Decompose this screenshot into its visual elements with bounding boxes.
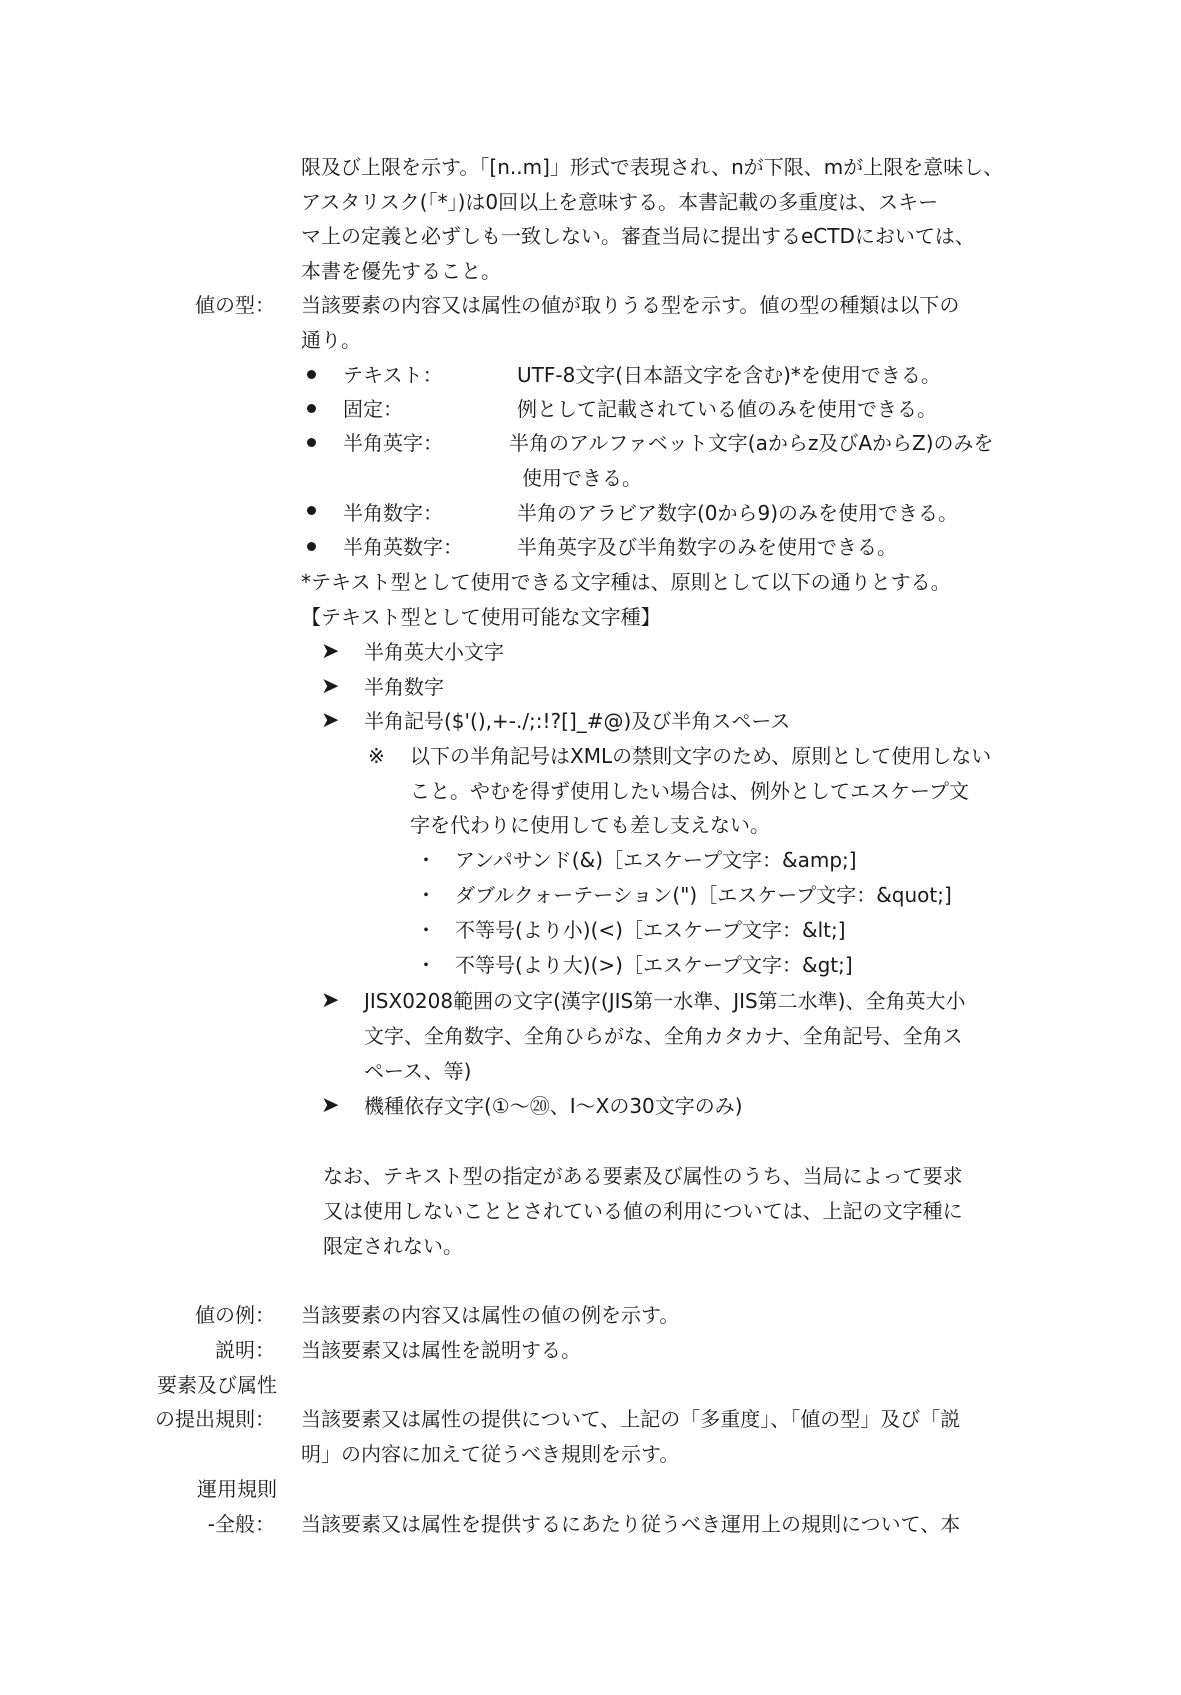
charset-item-3: 半角記号($'(),+-./;:!?[]_#@)及び半角スペース xyxy=(364,709,791,733)
bullet-icon xyxy=(307,370,316,379)
value-type-line-1: 当該要素の内容又は属性の値が取りうる型を示す。値の型の種類は以下の xyxy=(301,293,960,317)
operation-rules-label-2: -全般： xyxy=(207,1512,275,1536)
charset-item-2: 半角数字 xyxy=(364,675,444,699)
charset-item-1: 半角英大小文字 xyxy=(364,640,504,664)
closing-line-2: 又は使用しないこととされている値の利用については、上記の文字種に xyxy=(323,1199,963,1223)
xml-note-line-2: こと。やむを得ず使用したい場合は、例外としてエスケープ文 xyxy=(410,779,969,803)
middle-dot-icon: ・ xyxy=(416,848,436,872)
arrow-bullet-icon: ➤ xyxy=(321,674,340,699)
xml-note-line-1: 以下の半角記号はXMLの禁則文字のため、原則として使用しない xyxy=(410,744,992,768)
escape-item-amp: アンパサンド(&)［エスケープ文字：&amp;] xyxy=(455,848,857,872)
charset-heading: 【テキスト型として使用可能な文字種】 xyxy=(301,605,661,629)
submission-rules-line-1: 当該要素又は属性の提供について、上記の「多重度」、「値の型」及び「説 xyxy=(301,1407,961,1431)
charset-item-4-line-1: JISX0208範囲の文字(漢字(JIS第一水準、JIS第二水準)、全角英大小 xyxy=(364,989,966,1013)
bullet-icon xyxy=(307,542,316,551)
intro-line-3: マ上の定義と必ずしも一致しない。審査当局に提出するeCTDにおいては、 xyxy=(301,224,975,248)
type-name-alnum: 半角英数字： xyxy=(343,535,463,559)
bullet-icon xyxy=(307,506,316,515)
value-type-line-2: 通り。 xyxy=(301,328,361,352)
arrow-bullet-icon: ➤ xyxy=(321,639,340,664)
charset-item-5: 機種依存文字(①～⑳、Ⅰ～Ⅹの30文字のみ) xyxy=(364,1094,743,1118)
charset-item-4-line-3: ペース、等) xyxy=(364,1059,472,1083)
charset-item-4-line-2: 文字、全角数字、全角ひらがな、全角カタカナ、全角記号、全角ス xyxy=(364,1024,963,1048)
value-type-label: 値の型： xyxy=(195,293,275,317)
xml-note-line-3: 字を代わりに使用しても差し支えない。 xyxy=(410,813,770,837)
submission-rules-line-2: 明」の内容に加えて従うべき規則を示す。 xyxy=(301,1442,680,1466)
type-desc-alpha: 半角のアルファベット文字(aからz及びAからZ)のみを xyxy=(509,431,994,455)
intro-line-1: 限及び上限を示す。「[n..m]」形式で表現され、nが下限、mが上限を意味し、 xyxy=(301,155,1004,179)
text-type-note: *テキスト型として使用できる文字種は、原則として以下の通りとする。 xyxy=(301,570,951,594)
bullet-icon xyxy=(307,404,316,413)
escape-item-quot: ダブルクォーテーション(")［エスケープ文字：&quot;] xyxy=(455,883,952,907)
bullet-icon xyxy=(307,438,316,447)
operation-rules-label-1: 運用規則 xyxy=(197,1477,277,1501)
type-name-text: テキスト： xyxy=(343,363,443,387)
operation-rules-text: 当該要素又は属性を提供するにあたり従うべき運用上の規則について、本 xyxy=(301,1512,961,1536)
type-desc-alpha-cont: 使用できる。 xyxy=(522,466,642,490)
xml-note-mark: ※ xyxy=(368,744,385,768)
escape-item-lt: 不等号(より小)(<)［エスケープ文字：&lt;] xyxy=(455,918,846,942)
example-label: 値の例： xyxy=(195,1303,275,1327)
intro-line-2: アスタリスク(「*」)は0回以上を意味する。本書記載の多重度は、スキー xyxy=(301,190,939,214)
arrow-bullet-icon: ➤ xyxy=(321,1093,340,1118)
type-desc-alnum: 半角英字及び半角数字のみを使用できる。 xyxy=(517,535,897,559)
example-text: 当該要素の内容又は属性の値の例を示す。 xyxy=(301,1303,680,1327)
closing-line-1: なお、テキスト型の指定がある要素及び属性のうち、当局によって要求 xyxy=(323,1164,963,1188)
middle-dot-icon: ・ xyxy=(416,953,436,977)
middle-dot-icon: ・ xyxy=(416,918,436,942)
type-name-fixed: 固定： xyxy=(343,397,403,421)
middle-dot-icon: ・ xyxy=(416,883,436,907)
type-desc-text: UTF-8文字(日本語文字を含む)*を使用できる。 xyxy=(517,363,941,387)
description-text: 当該要素又は属性を説明する。 xyxy=(301,1338,581,1362)
closing-line-3: 限定されない。 xyxy=(323,1234,463,1258)
intro-line-4: 本書を優先すること。 xyxy=(301,259,501,283)
escape-item-gt: 不等号(より大)(>)［エスケープ文字：&gt;] xyxy=(455,953,853,977)
submission-rules-label-2: の提出規則： xyxy=(155,1407,275,1431)
type-desc-fixed: 例として記載されている値のみを使用できる。 xyxy=(517,397,937,421)
arrow-bullet-icon: ➤ xyxy=(321,708,340,733)
arrow-bullet-icon: ➤ xyxy=(321,988,340,1013)
description-label: 説明： xyxy=(215,1338,275,1362)
type-name-numeric: 半角数字： xyxy=(343,501,443,525)
type-name-alpha: 半角英字： xyxy=(343,431,443,455)
type-desc-numeric: 半角のアラビア数字(0から9)のみを使用できる。 xyxy=(517,501,959,525)
submission-rules-label-1: 要素及び属性 xyxy=(157,1373,277,1397)
